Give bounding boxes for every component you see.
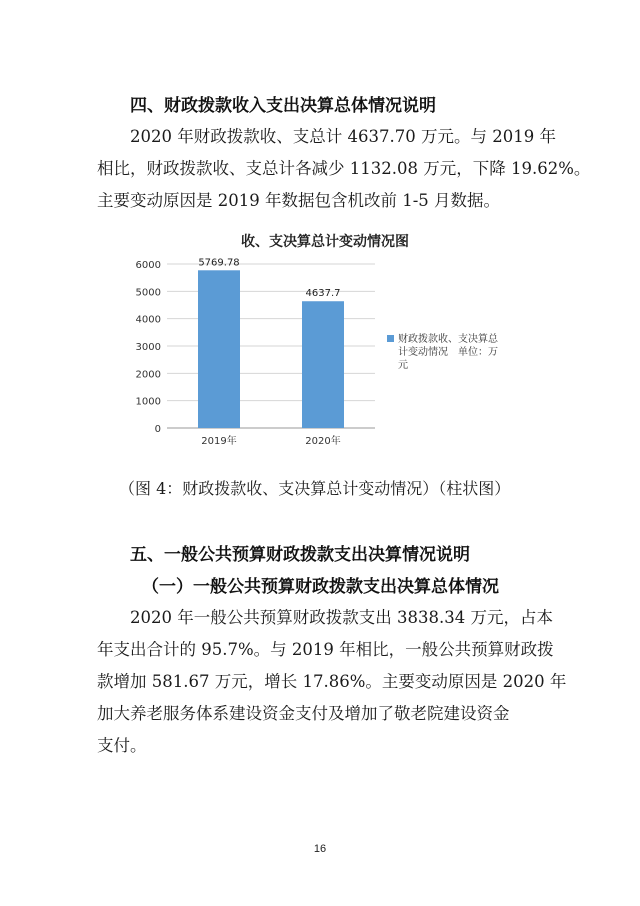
legend-line-2: 计变动情况 单位：万 [398,347,498,358]
bar-value-label: 4637.7 [305,288,341,300]
section-5-paragraph-line-2: 年支出合计的 95.7%。与 2019 年相比，一般公共预算财政拨 [97,640,554,659]
y-tick-label: 0 [154,424,161,435]
y-tick-label: 6000 [135,260,161,271]
section-4-paragraph-line-2: 相比，财政拨款收、支总计各减少 1132.08 万元，下降 19.62%。 [97,159,591,178]
section-5-subheading: （一）一般公共预算财政拨款支出决算总体情况 [142,577,499,597]
legend-line-1: 财政拨款收、支决算总 [398,334,498,345]
y-tick-label: 1000 [135,396,161,408]
legend-swatch [387,335,394,342]
figure-caption: （图 4：财政拨款收、支决算总计变动情况）（柱状图） [119,479,511,498]
section-4-heading: 四、财政拨款收入支出决算总体情况说明 [130,96,436,116]
section-5-paragraph-line-1: 2020 年一般公共预算财政拨款支出 3838.34 万元，占本 [130,608,553,627]
section-4-paragraph-line-3: 主要变动原因是 2019 年数据包含机改前 1-5 月数据。 [97,191,501,210]
x-tick-label: 2020年 [305,436,341,447]
page-number: 16 [313,843,327,855]
y-tick-label: 5000 [135,287,161,299]
section-5-paragraph-line-3: 款增加 581.67 万元，增长 17.86%。主要变动原因是 2020 年 [97,672,567,691]
section-5-heading: 五、一般公共预算财政拨款支出决算情况说明 [130,545,470,565]
y-tick-label: 3000 [135,342,161,353]
bar-2 [302,301,344,428]
section-5-paragraph-line-5: 支付。 [97,736,147,755]
bar-value-label: 5769.78 [198,257,240,269]
chart-title: 收、支决算总计变动情况图 [241,234,409,250]
bar-chart [0,226,640,456]
y-tick-label: 4000 [135,314,161,326]
chart-x-axis [201,434,340,447]
legend-line-3: 元 [398,360,408,371]
x-tick-label: 2019年 [201,436,237,447]
section-4-paragraph-line-1: 2020 年财政拨款收、支总计 4637.70 万元。与 2019 年 [130,127,556,146]
chart-y-axis [136,260,161,435]
bar-1 [198,270,240,428]
chart-legend [387,332,499,371]
y-tick-label: 2000 [135,369,161,381]
section-5-paragraph-line-4: 加大养老服务体系建设资金支付及增加了敬老院建设资金 [97,704,510,723]
